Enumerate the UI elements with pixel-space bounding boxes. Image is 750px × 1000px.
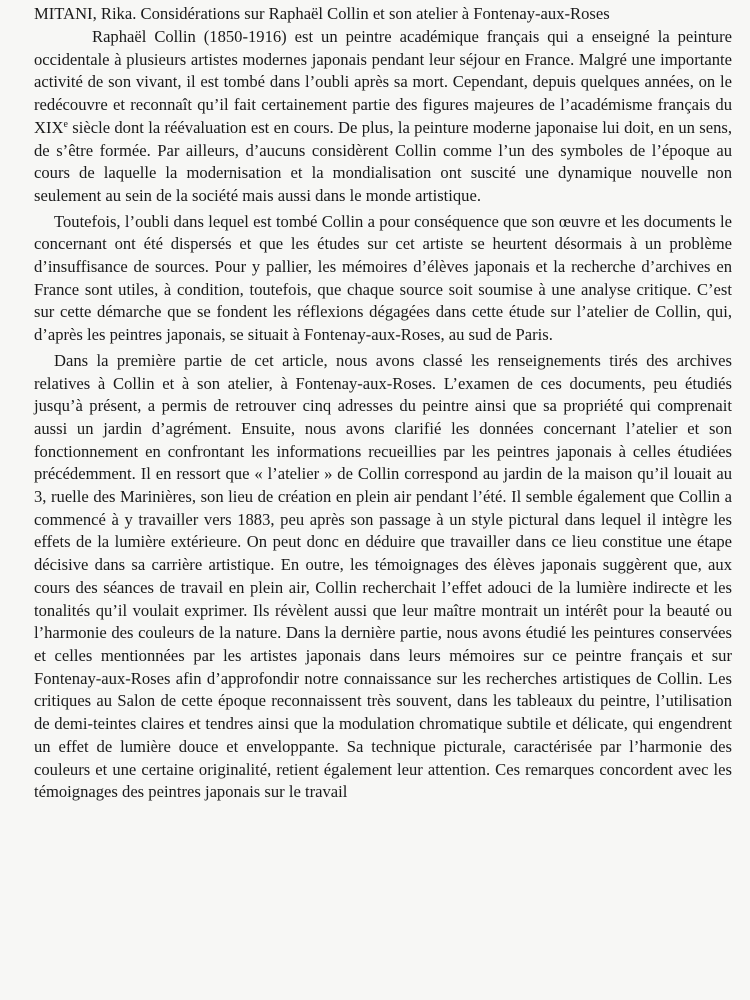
paragraph-3: Dans la première partie de cet article, nous avons classé les renseignements tirés des archives relatives à Collin et à son atelier, à Fontenay-aux-Roses. L’examen de ces documents, peu étudiés jusqu’à présent, a permis de retrouver cinq adresses du peintre ainsi que sa propriété qui comprenait aussi un jardin d’agrément. Ensuite, nous avons clarifié les données concernant l’atelier et son fonctionnement en confrontant les informations recueillies par les peintres japonais à celles étudiées précédemment. Il en ressort que « l’atelier » de Collin correspond au jardin de la maison qu’il louait au 3, ruelle des Marinières, son lieu de création en plein air pendant l’été. Il semble également que Collin a commencé à y travailler vers 1883, peu après son passage à un style pictural dans lequel il intègre les effets de la lumière extérieure. On peut donc en déduire que travailler dans ce lieu constitue une étape décisive dans sa carrière artistique. En outre, les témoignages des élèves japonais suggèrent que, aux cours des séances de travail en plein air, Collin recherchait l’effet adouci de la lumière indirecte et les tonalités qu’il voulait exprimer. Ils révèlent aussi que leur maître montrait un intérêt pour la beauté ou l’harmonie des couleurs de la nature. Dans la dernière partie, nous avons étudié les peintures conservées et celles mentionnées par les artistes japonais dans leurs mémoires sur ce peintre français et sur Fontenay-aux-Roses afin d’approfondir notre connaissance sur les recherches artistiques de Collin. Les critiques au Salon de cette époque reconnaissent très souvent, dans les tableaux du peintre, l’utilisation de demi-teintes claires et tendres ainsi que la modulation chromatique subtile et délicate, qui engendrent un effet de lumière douce et enveloppante. Sa technique picturale, caractérisée par l’harmonie des couleurs et une certaine originalité, retient également leur attention. Ces remarques concordent avec les témoignages des peintres japonais sur le travail <box>34 350 732 802</box>
paragraph-1-text: Raphaël Collin (1850-1916) est un peintre académique français qui a enseigné la peinture occidentale à plusieurs artistes modernes japonais pendant leur séjour en France. Malgré une importante activité de son vivant, il est tombé dans l’oubli après sa mort. Cependant, depuis quelques années, on le redécouvre et reconnaît qu’il fait certainement partie des figures majeures de l’académisme français du XIX <box>34 27 732 137</box>
article-heading <box>34 4 732 24</box>
paragraph-1 <box>34 26 732 208</box>
paragraph-1-text-continued: siècle dont la réévaluation est en cours. De plus, la peinture moderne japonaise lui doit, en un sens, de s’être formée. Par ailleurs, d’aucuns considèrent Collin comme l’un des symboles de l’époque au cours de laquelle la modernisation et la mondialisation ont suscité une dynamique nouvelle non seulement au sein de la société mais aussi dans le monde artistique. <box>34 117 732 205</box>
author-name: MITANI, Rika. <box>34 4 137 23</box>
superscript-e: e <box>63 118 68 130</box>
article-title: Considérations sur Raphaël Collin et son atelier à Fontenay-aux-Roses <box>140 4 610 23</box>
paragraph-2: Toutefois, l’oubli dans lequel est tombé Collin a pour conséquence que son œuvre et les documents le concernant ont été dispersés et que les études sur cet artiste se heurtent désormais à un problème d’insuffisance de sources. Pour y pallier, les mémoires d’élèves japonais et la recherche d’archives en France sont utiles, à condition, toutefois, que chaque source soit soumise à une analyse critique. C’est sur cette démarche que se fondent les réflexions dégagées dans cette étude sur l’atelier de Collin, qui, d’après les peintres japonais, se situait à Fontenay-aux-Roses, au sud de Paris. <box>34 211 732 345</box>
